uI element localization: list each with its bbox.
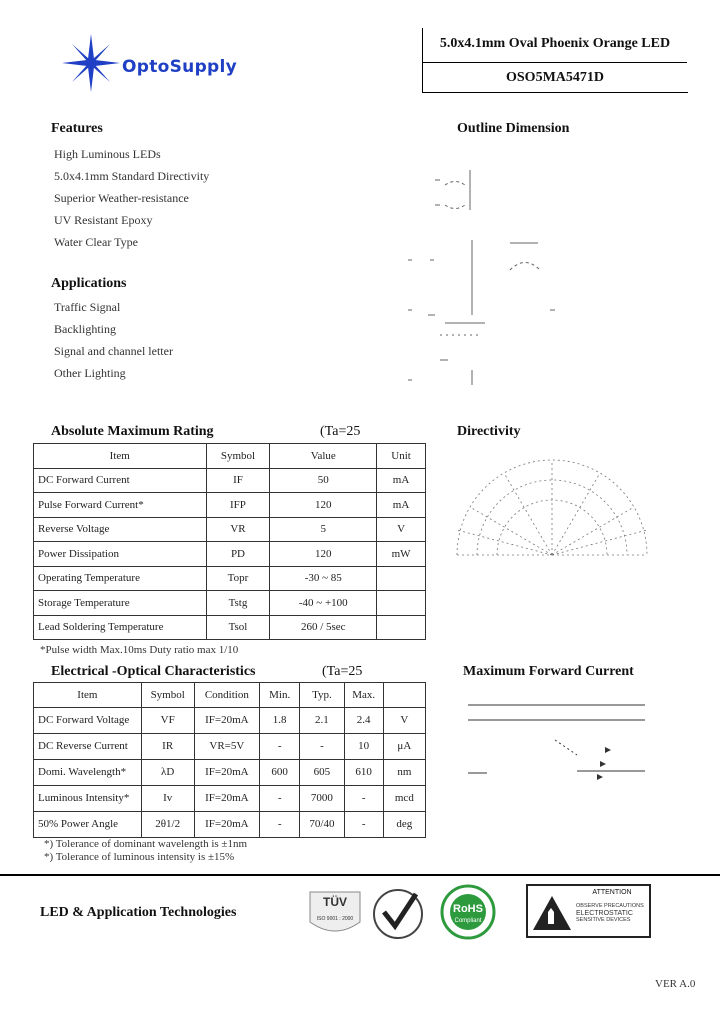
abs-max-heading: Absolute Maximum Rating — [51, 424, 214, 439]
application-item: Signal and channel letter — [54, 344, 173, 358]
esd-line: SENSITIVE DEVICES — [576, 917, 631, 923]
table-row — [34, 566, 426, 591]
logo — [60, 32, 122, 99]
table-header-row — [34, 444, 426, 469]
part-number: OSO5MA5471D — [506, 70, 604, 85]
cell: V — [383, 707, 425, 733]
directivity-heading: Directivity — [457, 424, 521, 439]
esd-warning-badge — [526, 884, 651, 938]
table-header-row — [34, 683, 426, 708]
table-row — [34, 759, 426, 785]
cell: Storage Temperature — [34, 591, 207, 616]
cell — [377, 591, 426, 616]
cell: 260 / 5sec — [270, 615, 377, 640]
cell: VR=5V — [194, 733, 260, 759]
rohs-leaf-icon — [432, 884, 504, 940]
cell: Power Dissipation — [34, 542, 207, 567]
column-header — [383, 683, 425, 708]
cell: μA — [383, 733, 425, 759]
cell: VR — [206, 517, 270, 542]
column-header: Item — [34, 683, 142, 708]
application-item: Traffic Signal — [54, 300, 121, 314]
iso-label: ISO 9001 : 2000 — [316, 916, 354, 922]
esd-line: OBSERVE PRECAUTIONS — [576, 903, 644, 909]
cell: - — [344, 785, 383, 811]
cell: IF=20mA — [194, 707, 260, 733]
column-header: Symbol — [206, 444, 270, 469]
application-item: Other Lighting — [54, 366, 126, 380]
cell: 7000 — [300, 785, 344, 811]
cell: mW — [377, 542, 426, 567]
cell: - — [344, 811, 383, 837]
cell: Tstg — [206, 591, 270, 616]
cell: - — [260, 733, 300, 759]
cell: 120 — [270, 493, 377, 518]
rohs-label: RoHS — [453, 903, 483, 915]
electrical-note: *) Tolerance of luminous intensity is ±15% — [44, 851, 235, 863]
application-item: Backlighting — [54, 322, 116, 336]
column-header: Unit — [377, 444, 426, 469]
applications-heading: Applications — [51, 276, 127, 291]
column-header: Max. — [344, 683, 383, 708]
cell — [377, 615, 426, 640]
cell: DC Reverse Current — [34, 733, 142, 759]
cell: λD — [141, 759, 194, 785]
max-current-chart — [465, 695, 650, 785]
cell: Topr — [206, 566, 270, 591]
electrical-condition: (Ta=25 — [322, 664, 363, 679]
cell: Operating Temperature — [34, 566, 207, 591]
cell: -30 ~ 85 — [270, 566, 377, 591]
column-header: Condition — [194, 683, 260, 708]
cell: IFP — [206, 493, 270, 518]
cell: - — [260, 811, 300, 837]
cell: Pulse Forward Current* — [34, 493, 207, 518]
product-title: 5.0x4.1mm Oval Phoenix Orange LED — [439, 36, 671, 51]
cell: mA — [377, 493, 426, 518]
column-header: Typ. — [300, 683, 344, 708]
column-header: Symbol — [141, 683, 194, 708]
cell: - — [260, 785, 300, 811]
cell: nm — [383, 759, 425, 785]
cell: 2.1 — [300, 707, 344, 733]
cell — [377, 566, 426, 591]
cell: IF=20mA — [194, 759, 260, 785]
feature-item: UV Resistant Epoxy — [54, 213, 153, 227]
directivity-chart — [452, 455, 652, 565]
cell: 70/40 — [300, 811, 344, 837]
cell: VF — [141, 707, 194, 733]
table-row — [34, 733, 426, 759]
quality-badge — [370, 884, 426, 940]
cell: mcd — [383, 785, 425, 811]
outline-drawing — [400, 160, 570, 390]
esd-line: ELECTROSTATIC — [576, 910, 633, 917]
cell: DC Forward Voltage — [34, 707, 142, 733]
table-row — [34, 517, 426, 542]
cell: V — [377, 517, 426, 542]
cell: Tsol — [206, 615, 270, 640]
abs-max-table — [33, 443, 426, 640]
cell: 1.8 — [260, 707, 300, 733]
column-header: Min. — [260, 683, 300, 708]
cell: Domi. Wavelength* — [34, 759, 142, 785]
cell: - — [300, 733, 344, 759]
abs-max-note: *Pulse width Max.10ms Duty ratio max 1/10 — [40, 644, 239, 656]
electrical-note: *) Tolerance of dominant wavelength is ±1nm — [44, 838, 248, 850]
cell: 50 — [270, 468, 377, 493]
cell: -40 ~ +100 — [270, 591, 377, 616]
rohs-sub-label: Compliant — [454, 918, 482, 924]
table-row — [34, 493, 426, 518]
table-row — [34, 707, 426, 733]
table-row — [34, 615, 426, 640]
esd-text — [576, 903, 651, 924]
feature-item: Superior Weather-resistance — [54, 191, 189, 205]
cell: 610 — [344, 759, 383, 785]
table-row — [34, 785, 426, 811]
feature-item: 5.0x4.1mm Standard Directivity — [54, 169, 210, 183]
cell: Iv — [141, 785, 194, 811]
cell: PD — [206, 542, 270, 567]
cell: deg — [383, 811, 425, 837]
header-divider — [422, 62, 687, 63]
cell: 5 — [270, 517, 377, 542]
cell: 2θ1/2 — [141, 811, 194, 837]
cell: 2.4 — [344, 707, 383, 733]
tuv-cert-icon — [305, 884, 365, 940]
esd-title: ATTENTION — [592, 889, 632, 896]
features-heading: Features — [51, 121, 103, 136]
column-header: Value — [270, 444, 377, 469]
cell: DC Forward Current — [34, 468, 207, 493]
feature-item: High Luminous LEDs — [54, 147, 161, 161]
cell: IF=20mA — [194, 785, 260, 811]
footer-company: LED & Application Technologies — [40, 905, 237, 920]
cell: 600 — [260, 759, 300, 785]
esd-hand-icon — [531, 894, 573, 932]
version: VER A.0 — [655, 978, 696, 990]
cell: mA — [377, 468, 426, 493]
table-row — [34, 468, 426, 493]
cell: IR — [141, 733, 194, 759]
checkmark-seal-icon — [370, 884, 426, 940]
cell: Luminous Intensity* — [34, 785, 142, 811]
electrical-heading: Electrical -Optical Characteristics — [51, 664, 256, 679]
tuv-badge — [305, 884, 365, 940]
abs-max-condition: (Ta=25 — [320, 424, 361, 439]
cell: 120 — [270, 542, 377, 567]
electrical-table — [33, 682, 426, 838]
cell: Reverse Voltage — [34, 517, 207, 542]
tuv-label: TÜV — [323, 895, 347, 909]
rohs-badge — [432, 884, 504, 940]
column-header: Item — [34, 444, 207, 469]
cell: 10 — [344, 733, 383, 759]
table-row — [34, 811, 426, 837]
table-row — [34, 591, 426, 616]
brand-name: OptoSupply — [122, 57, 238, 77]
cell: IF=20mA — [194, 811, 260, 837]
cell: 50% Power Angle — [34, 811, 142, 837]
footer-divider — [0, 874, 720, 876]
cell: 605 — [300, 759, 344, 785]
cell: Lead Soldering Temperature — [34, 615, 207, 640]
table-row — [34, 542, 426, 567]
logo-star-icon — [60, 32, 122, 94]
cell: IF — [206, 468, 270, 493]
outline-heading: Outline Dimension — [457, 121, 570, 136]
max-current-heading: Maximum Forward Current — [463, 664, 634, 679]
feature-item: Water Clear Type — [54, 235, 138, 249]
